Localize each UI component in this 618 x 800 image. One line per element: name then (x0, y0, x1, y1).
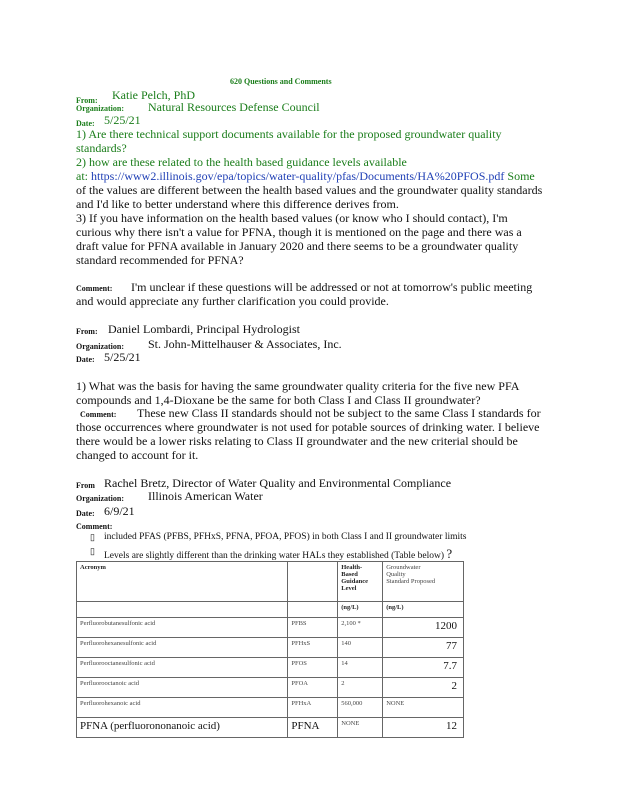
doc-title: 620 Questions and Comments (230, 77, 332, 86)
comment-label: Comment: (80, 410, 117, 419)
header-gw-line: Quality (386, 571, 406, 578)
table-header-row (77, 562, 464, 602)
cell-acronym: PFNA (288, 718, 338, 738)
header-health (338, 562, 383, 602)
cell-gw: 1200 (383, 618, 464, 638)
comment-text (76, 406, 541, 462)
question-2 (76, 155, 535, 183)
cell-health: NONE (338, 718, 383, 738)
cell-health: 560,000 (338, 698, 383, 718)
bullet-item: included PFAS (PFBS, PFHxS, PFNA, PFOA, PFOS) in both Class I and II groundwater limits (104, 532, 467, 542)
cell-acronym: PFOA (288, 678, 338, 698)
cell-acronym: PFHxA (288, 698, 338, 718)
cell-gw: 2 (383, 678, 464, 698)
units-blank (77, 602, 288, 618)
date-label: Date: (76, 119, 95, 128)
comment-line: there would be a lower risks relating to Class II groundwater and the new criterial should be (76, 434, 518, 448)
bullet-text: Levels are slightly different than the drinking water HALs they established (Table below) (104, 551, 445, 561)
question-3-line: draft value for PFNA available in January 2020 and there seems to be a groundwater quality (76, 239, 519, 253)
question-mark: ? (446, 546, 453, 561)
comment-line: changed to account for it. (76, 448, 199, 462)
header-acronym: Acronym (77, 562, 288, 602)
header-health-line: Health- (341, 564, 363, 571)
cell-name: Perfluorooctanoic acid (77, 678, 288, 698)
question-1-line: 1) Are there technical support documents available for the proposed groundwater quality (76, 127, 502, 141)
comment-label: Comment: (76, 522, 113, 531)
cell-name: Perfluorobutanesulfonic acid (77, 618, 288, 638)
cell-name: Perfluorooctanesulfonic acid (77, 658, 288, 678)
table-row (77, 638, 464, 658)
comment-line: These new Class II standards should not be subject to the same Class I standards for (137, 406, 541, 420)
from-label: From: (76, 96, 98, 105)
question-2-prefix: at: (76, 169, 91, 183)
table-row (77, 718, 464, 738)
units-health: (ng/L) (338, 602, 383, 618)
organization-label: Organization: (76, 104, 124, 113)
date-label: Date: (76, 355, 95, 364)
table-row (77, 658, 464, 678)
cell-name: Perfluorohexanoic acid (77, 698, 288, 718)
header-health-line: Level (341, 585, 357, 592)
question-2-line: 2) how are these related to the health based guidance levels available (76, 155, 407, 169)
organization-value: Illinois American Water (148, 489, 263, 503)
table-row (77, 678, 464, 698)
bullet-icon: ▯ (90, 532, 95, 542)
question-1-line: 1) What was the basis for having the same groundwater quality criteria for the five new PFA (76, 379, 520, 393)
organization-value: St. John-Mittelhauser & Associates, Inc. (148, 337, 342, 351)
organization-label: Organization: (76, 494, 124, 503)
units-gw: (ng/L) (383, 602, 464, 618)
cell-acronym: PFOS (288, 658, 338, 678)
question-1 (76, 127, 502, 155)
cell-gw: 12 (383, 718, 464, 738)
organization-value: Natural Resources Defense Council (148, 100, 320, 114)
question-1 (76, 379, 519, 407)
question-2-continued (76, 183, 542, 211)
header-health-line: Guidance (341, 578, 368, 585)
cell-health: 2,100 * (338, 618, 383, 638)
comment-line: those occurrences where groundwater is not used for potable sources of drinking water. I believe (76, 420, 540, 434)
cell-gw: NONE (383, 698, 464, 718)
cell-gw: 77 (383, 638, 464, 658)
cell-name: Perfluorohexanesulfonic acid (77, 638, 288, 658)
health-advisory-link[interactable]: https://www2.illinois.gov/epa/topics/water-quality/pfas/Documents/HA%20PFOS.pdf (91, 169, 505, 183)
date-value: 5/25/21 (104, 350, 141, 364)
header-gw (383, 562, 464, 602)
organization-label: Organization: (76, 342, 124, 351)
question-2-line: of the values are different between the health based values and the groundwater quality standards (76, 183, 543, 197)
pfas-table (76, 561, 464, 738)
cell-name: PFNA (perfluorononanoic acid) (77, 718, 288, 738)
question-1-line: standards? (76, 141, 127, 155)
from-label: From: (76, 327, 98, 336)
question-3-line: curious why there isn't a value for PFNA, though it is mentioned on the page and there was a (76, 225, 522, 239)
cell-health: 14 (338, 658, 383, 678)
header-gw-line: Groundwater (386, 564, 421, 571)
cell-health: 140 (338, 638, 383, 658)
date-value: 6/9/21 (104, 504, 135, 518)
comment-line: and would appreciate any further clarification you could provide. (76, 294, 389, 308)
from-value: Katie Pelch, PhD (112, 88, 195, 102)
bullet-icon: ▯ (90, 546, 95, 556)
date-label: Date: (76, 509, 95, 518)
question-2-suffix: Some (504, 169, 535, 183)
from-label: From (76, 481, 95, 490)
header-gw-line: Standard Proposed (386, 578, 436, 585)
cell-gw: 7.7 (383, 658, 464, 678)
from-value: Rachel Bretz, Director of Water Quality and Environmental Compliance (104, 476, 452, 490)
question-1-line: compounds and 1,4-Dioxane be the same for both Class I and Class II groundwater? (76, 393, 481, 407)
comment-label: Comment: (76, 284, 113, 293)
comment-line: I'm unclear if these questions will be addressed or not at tomorrow's public meeting (131, 280, 533, 294)
cell-health: 2 (338, 678, 383, 698)
header-health-line: Based (341, 571, 358, 578)
header-blank (288, 562, 338, 602)
bullet-item (104, 546, 452, 562)
question-3 (76, 211, 522, 267)
table-row (77, 698, 464, 718)
from-value: Daniel Lombardi, Principal Hydrologist (108, 322, 300, 336)
question-3-line: 3) If you have information on the health based values (or know who I should contact), I'm (76, 211, 508, 225)
table-units-row (77, 602, 464, 618)
question-3-line: standard recommended for PFNA? (76, 253, 244, 267)
comment-text (76, 280, 532, 308)
units-blank (288, 602, 338, 618)
question-2-line: and I'd like to better understand where this difference derives from. (76, 197, 399, 211)
table-row (77, 618, 464, 638)
date-value: 5/25/21 (104, 113, 141, 127)
cell-acronym: PFHxS (288, 638, 338, 658)
cell-acronym: PFBS (288, 618, 338, 638)
